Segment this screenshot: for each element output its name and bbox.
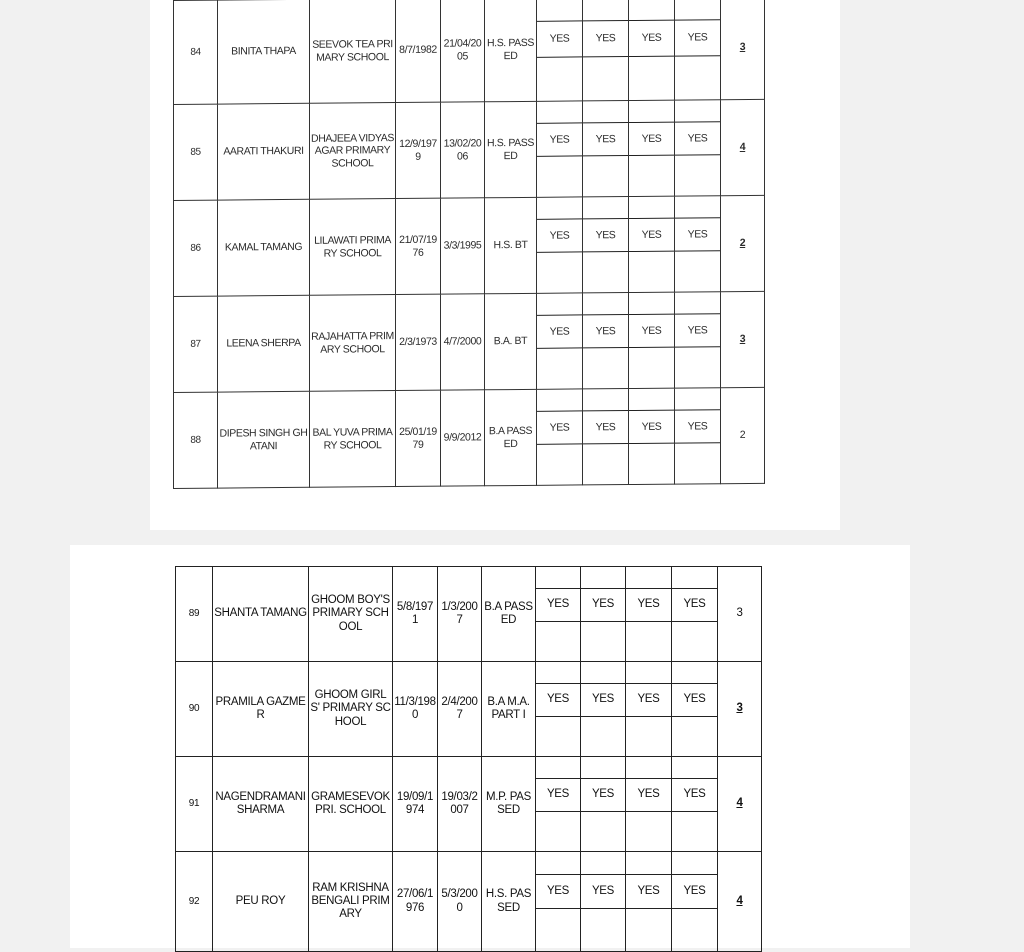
grade-cell bbox=[721, 387, 765, 483]
verification-cell bbox=[672, 662, 718, 757]
grade-value: 3 bbox=[736, 702, 743, 715]
verification-cell bbox=[581, 662, 626, 757]
grade-cell bbox=[721, 291, 765, 387]
verification-value: YES bbox=[537, 411, 582, 445]
date-of-birth-cell: 2/3/1973 bbox=[396, 294, 441, 390]
qualification-cell: B.A PASSED bbox=[485, 389, 537, 485]
table-row bbox=[176, 757, 762, 852]
verification-value: YES bbox=[537, 219, 582, 253]
verification-cell bbox=[581, 757, 626, 852]
verification-value: YES bbox=[675, 122, 720, 156]
verification-value: YES bbox=[583, 315, 628, 349]
grade-value: 3 bbox=[739, 41, 746, 54]
verification-value: YES bbox=[583, 219, 628, 253]
qualification-cell: B.A PASSED bbox=[482, 567, 536, 662]
qualification-cell: H.S. PASSED bbox=[485, 101, 537, 197]
joining-date-cell: 9/9/2012 bbox=[441, 390, 485, 486]
verification-value: YES bbox=[675, 218, 720, 252]
verification-cell bbox=[675, 0, 721, 100]
verification-value: YES bbox=[537, 123, 582, 157]
verification-value: YES bbox=[581, 684, 625, 717]
grade-value: 3 bbox=[739, 333, 746, 346]
verification-value: YES bbox=[536, 779, 580, 812]
verification-cell bbox=[672, 852, 718, 952]
qualification-cell: B.A M.A. PART I bbox=[482, 662, 536, 757]
date-of-birth-cell: 5/8/1971 bbox=[393, 567, 438, 662]
school-name-cell: RAM KRISHNA BENGALI PRIMARY bbox=[309, 852, 393, 952]
qualification-cell: H.S. PASSED bbox=[485, 0, 537, 102]
serial-number-cell: 91 bbox=[176, 757, 213, 852]
school-name-cell: RAJAHATTA PRIMARY SCHOOL bbox=[310, 295, 396, 392]
grade-cell bbox=[718, 662, 762, 757]
verification-cell bbox=[626, 757, 672, 852]
verification-value: YES bbox=[536, 589, 580, 622]
teacher-name-cell: PEU ROY bbox=[213, 852, 309, 952]
grade-value: 4 bbox=[739, 141, 746, 154]
verification-cell bbox=[629, 100, 675, 196]
verification-value: YES bbox=[581, 779, 625, 812]
verification-cell bbox=[672, 757, 718, 852]
grade-value: 4 bbox=[736, 797, 743, 810]
verification-cell bbox=[675, 100, 721, 196]
table-row bbox=[174, 387, 765, 488]
joining-date-cell: 3/3/1995 bbox=[441, 198, 485, 294]
table-row bbox=[176, 567, 762, 662]
verification-value: YES bbox=[672, 875, 717, 910]
serial-number-cell: 92 bbox=[176, 852, 213, 952]
date-of-birth-cell: 19/09/1974 bbox=[393, 757, 438, 852]
verification-value: YES bbox=[629, 411, 674, 445]
verification-cell bbox=[536, 852, 581, 952]
verification-value: YES bbox=[583, 21, 628, 57]
joining-date-cell: 1/3/2007 bbox=[438, 567, 482, 662]
verification-value: YES bbox=[581, 589, 625, 622]
verification-cell bbox=[629, 0, 675, 101]
teacher-name-cell: DIPESH SINGH GHATANI bbox=[218, 391, 310, 488]
verification-cell bbox=[583, 389, 629, 485]
verification-cell bbox=[537, 197, 583, 293]
grade-cell bbox=[721, 195, 765, 291]
verification-value: YES bbox=[536, 684, 580, 717]
teacher-name-cell: LEENA SHERPA bbox=[218, 295, 310, 392]
qualification-cell: H.S. BT bbox=[485, 197, 537, 293]
joining-date-cell: 4/7/2000 bbox=[441, 294, 485, 390]
verification-cell bbox=[537, 389, 583, 485]
grade-cell bbox=[721, 99, 765, 195]
verification-cell bbox=[675, 196, 721, 292]
verification-cell bbox=[536, 757, 581, 852]
verification-cell bbox=[672, 567, 718, 662]
joining-date-cell: 21/04/2005 bbox=[441, 0, 485, 102]
school-name-cell: SEEVOK TEA PRIMARY SCHOOL bbox=[310, 0, 396, 103]
verification-value: YES bbox=[537, 315, 582, 349]
verification-cell bbox=[581, 567, 626, 662]
teacher-name-cell: AARATI THAKURI bbox=[218, 103, 310, 200]
date-of-birth-cell: 25/01/1979 bbox=[396, 390, 441, 486]
verification-value: YES bbox=[626, 779, 671, 812]
verification-cell bbox=[626, 662, 672, 757]
serial-number-cell: 89 bbox=[176, 567, 213, 662]
grade-value: 4 bbox=[736, 894, 743, 907]
verification-cell bbox=[536, 662, 581, 757]
table-row bbox=[174, 0, 765, 104]
verification-cell bbox=[626, 567, 672, 662]
verification-value: YES bbox=[672, 684, 717, 717]
grade-cell bbox=[718, 567, 762, 662]
verification-value: YES bbox=[629, 20, 674, 56]
verification-value: YES bbox=[583, 411, 628, 445]
table-row bbox=[176, 852, 762, 952]
grade-value: 3 bbox=[736, 607, 743, 620]
serial-number-cell: 85 bbox=[174, 104, 218, 200]
verification-cell bbox=[629, 292, 675, 388]
qualification-cell: H.S. PASSED bbox=[482, 852, 536, 952]
verification-cell bbox=[675, 388, 721, 484]
verification-cell bbox=[536, 567, 581, 662]
verification-cell bbox=[583, 293, 629, 389]
serial-number-cell: 86 bbox=[174, 200, 218, 296]
joining-date-cell: 5/3/2000 bbox=[438, 852, 482, 952]
verification-cell bbox=[537, 293, 583, 389]
verification-value: YES bbox=[675, 20, 720, 56]
serial-number-cell: 88 bbox=[174, 392, 218, 488]
verification-value: YES bbox=[583, 123, 628, 157]
table-row bbox=[174, 195, 765, 296]
verification-value: YES bbox=[672, 589, 717, 622]
verification-value: YES bbox=[536, 875, 580, 910]
school-name-cell: GHOOM BOY'S PRIMARY SCHOOL bbox=[309, 567, 393, 662]
table-row bbox=[176, 662, 762, 757]
serial-number-cell: 90 bbox=[176, 662, 213, 757]
table-row bbox=[174, 291, 765, 392]
joining-date-cell: 13/02/2006 bbox=[441, 102, 485, 198]
grade-cell bbox=[721, 0, 765, 100]
verification-cell bbox=[629, 388, 675, 484]
teacher-name-cell: PRAMILA GAZMER bbox=[213, 662, 309, 757]
verification-cell bbox=[537, 0, 583, 101]
verification-value: YES bbox=[675, 410, 720, 444]
serial-number-cell: 84 bbox=[174, 0, 218, 104]
grade-cell bbox=[718, 852, 762, 952]
verification-value: YES bbox=[629, 219, 674, 253]
joining-date-cell: 2/4/2007 bbox=[438, 662, 482, 757]
serial-number-cell: 87 bbox=[174, 296, 218, 392]
verification-cell bbox=[626, 852, 672, 952]
qualification-cell: B.A. BT bbox=[485, 293, 537, 389]
joining-date-cell: 19/03/2007 bbox=[438, 757, 482, 852]
teacher-register-table-top bbox=[173, 0, 765, 489]
verification-value: YES bbox=[581, 875, 625, 910]
date-of-birth-cell: 27/06/1976 bbox=[393, 852, 438, 952]
qualification-cell: M.P. PASSED bbox=[482, 757, 536, 852]
verification-cell bbox=[583, 0, 629, 101]
grade-value: 2 bbox=[739, 429, 746, 442]
grade-value: 2 bbox=[739, 237, 746, 250]
verification-value: YES bbox=[672, 779, 717, 812]
verification-value: YES bbox=[629, 123, 674, 157]
verification-cell bbox=[583, 197, 629, 293]
school-name-cell: GRAMESEVOK PRI. SCHOOL bbox=[309, 757, 393, 852]
verification-value: YES bbox=[626, 684, 671, 717]
verification-cell bbox=[581, 852, 626, 952]
verification-value: YES bbox=[629, 315, 674, 349]
teacher-register-table-bottom bbox=[175, 566, 762, 952]
grade-cell bbox=[718, 757, 762, 852]
verification-value: YES bbox=[537, 21, 582, 57]
teacher-name-cell: SHANTA TAMANG bbox=[213, 567, 309, 662]
verification-value: YES bbox=[675, 314, 720, 348]
table-row bbox=[174, 99, 765, 200]
teacher-name-cell: KAMAL TAMANG bbox=[218, 199, 310, 296]
date-of-birth-cell: 12/9/1979 bbox=[396, 102, 441, 198]
school-name-cell: GHOOM GIRLS' PRIMARY SCHOOL bbox=[309, 662, 393, 757]
school-name-cell: LILAWATI PRIMARY SCHOOL bbox=[310, 199, 396, 296]
verification-cell bbox=[675, 292, 721, 388]
teacher-name-cell: BINITA THAPA bbox=[218, 0, 310, 104]
teacher-name-cell: NAGENDRAMANI SHARMA bbox=[213, 757, 309, 852]
verification-cell bbox=[583, 101, 629, 197]
date-of-birth-cell: 11/3/1980 bbox=[393, 662, 438, 757]
verification-cell bbox=[537, 101, 583, 197]
date-of-birth-cell: 8/7/1982 bbox=[396, 0, 441, 103]
school-name-cell: DHAJEEA VIDYASAGAR PRIMARY SCHOOL bbox=[310, 103, 396, 200]
school-name-cell: BAL YUVA PRIMARY SCHOOL bbox=[310, 391, 396, 488]
verification-value: YES bbox=[626, 875, 671, 910]
date-of-birth-cell: 21/07/1976 bbox=[396, 198, 441, 294]
verification-value: YES bbox=[626, 589, 671, 622]
verification-cell bbox=[629, 196, 675, 292]
